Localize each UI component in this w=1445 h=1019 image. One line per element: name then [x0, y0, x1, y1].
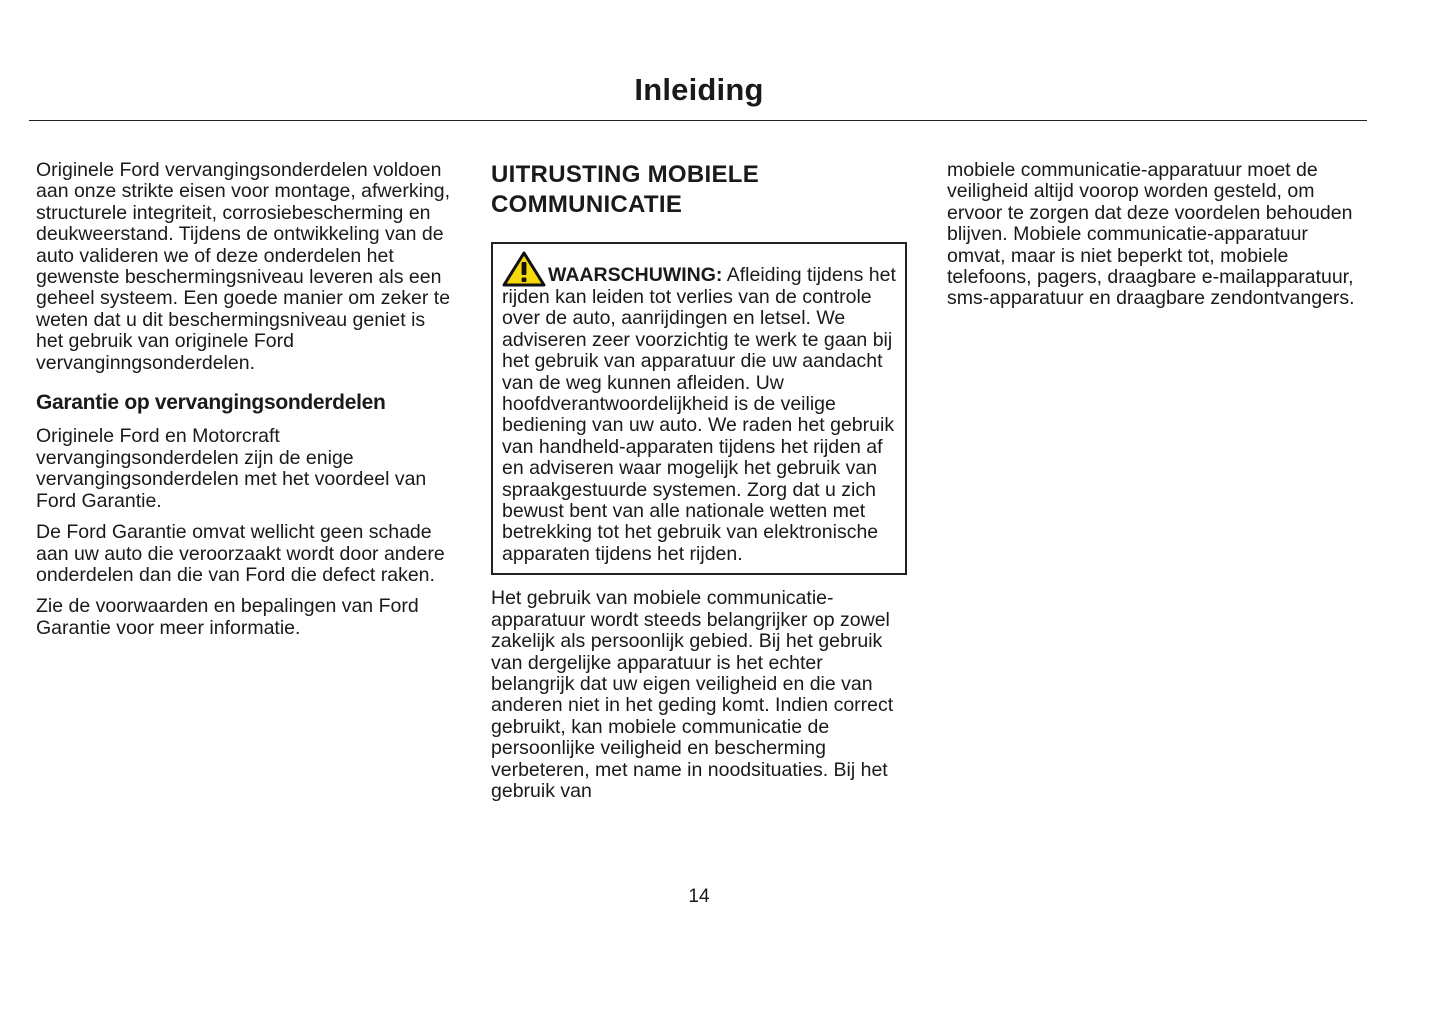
warning-body: Afleiding tijdens het rijden kan leiden tot verlies van de controle over de auto, aanrijdingen en letsel. We adviseren zeer voorzichtig te werk te gaan bij het gebruik van apparatuur die uw aandacht van de weg kunnen afleiden. Uw hoofdverantwoordelijkheid is de veilige bediening van uw auto. We raden het gebruik van handheld-apparaten tijdens het rijden af en adviseren waar mogelijk het gebruik van spraakgestuurde systemen. Zorg dat u zich bewust bent van alle nationale wetten met betrekking tot het gebruik van elektronische apparaten tijdens het rijden.	[502, 264, 896, 565]
page-number: 14	[688, 886, 710, 907]
warning-triangle-icon	[502, 251, 546, 287]
warning-text-block	[502, 251, 897, 565]
left-column	[36, 160, 456, 649]
warning-label: WAARSCHUWING:	[548, 264, 723, 286]
warning-box	[491, 242, 907, 575]
warranty-subheading: Garantie op vervangingsonderdelen	[36, 391, 386, 415]
warranty-paragraph-1: Originele Ford en Motorcraft vervangingsonderdelen zijn de enige vervangingsonderdelen met het voordeel van Ford Garantie.	[36, 425, 427, 512]
middle-column	[491, 160, 907, 812]
right-column	[947, 160, 1367, 320]
intro-paragraph: Originele Ford vervangingsonderdelen voldoen aan onze strikte eisen voor montage, afwerking, structurele integriteit, corrosiebescherming en deukweerstand. Tijdens de ontwikkeling van de auto valideren we of deze onderdelen het gewenste beschermingsniveau leveren als een geheel systeem. Een goede manier om zeker te weten dat u dit beschermingsniveau geniet is het gebruik van originele Ford vervanginngsonderdelen.	[36, 159, 451, 374]
page-title: Inleiding	[634, 72, 764, 107]
section-heading: UITRUSTING MOBIELE COMMUNICATIE	[491, 161, 760, 218]
continued-paragraph: mobiele communicatie-apparatuur moet de veiligheid altijd voorop worden gesteld, om ervoor te zorgen dat deze voordelen behouden blijven. Mobiele communicatie-apparatuur omvat, maar is niet beperkt tot, mobiele telefoons, pagers, draagbare e-mailapparatuur, sms-apparatuur en draagbare zendontvangers.	[947, 159, 1355, 310]
mobile-communication-paragraph: Het gebruik van mobiele communicatie-apparatuur wordt steeds belangrijker op zowel zakelijk als persoonlijk gebied. Bij het gebruik van dergelijke apparatuur is het echter belangrijk dat uw eigen veiligheid en die van anderen niet in het geding komt. Indien correct gebruikt, kan mobiele communicatie de persoonlijke veiligheid en bescherming verbeteren, met name in noodsituaties. Bij het gebruik van	[491, 587, 894, 802]
warranty-paragraph-3: Zie de voorwaarden en bepalingen van Ford Garantie voor meer informatie.	[36, 595, 419, 639]
header-divider	[29, 120, 1367, 121]
warranty-paragraph-2: De Ford Garantie omvat wellicht geen schade aan uw auto die veroorzaakt wordt door andere onderdelen dan die van Ford die defect raken.	[36, 521, 445, 586]
